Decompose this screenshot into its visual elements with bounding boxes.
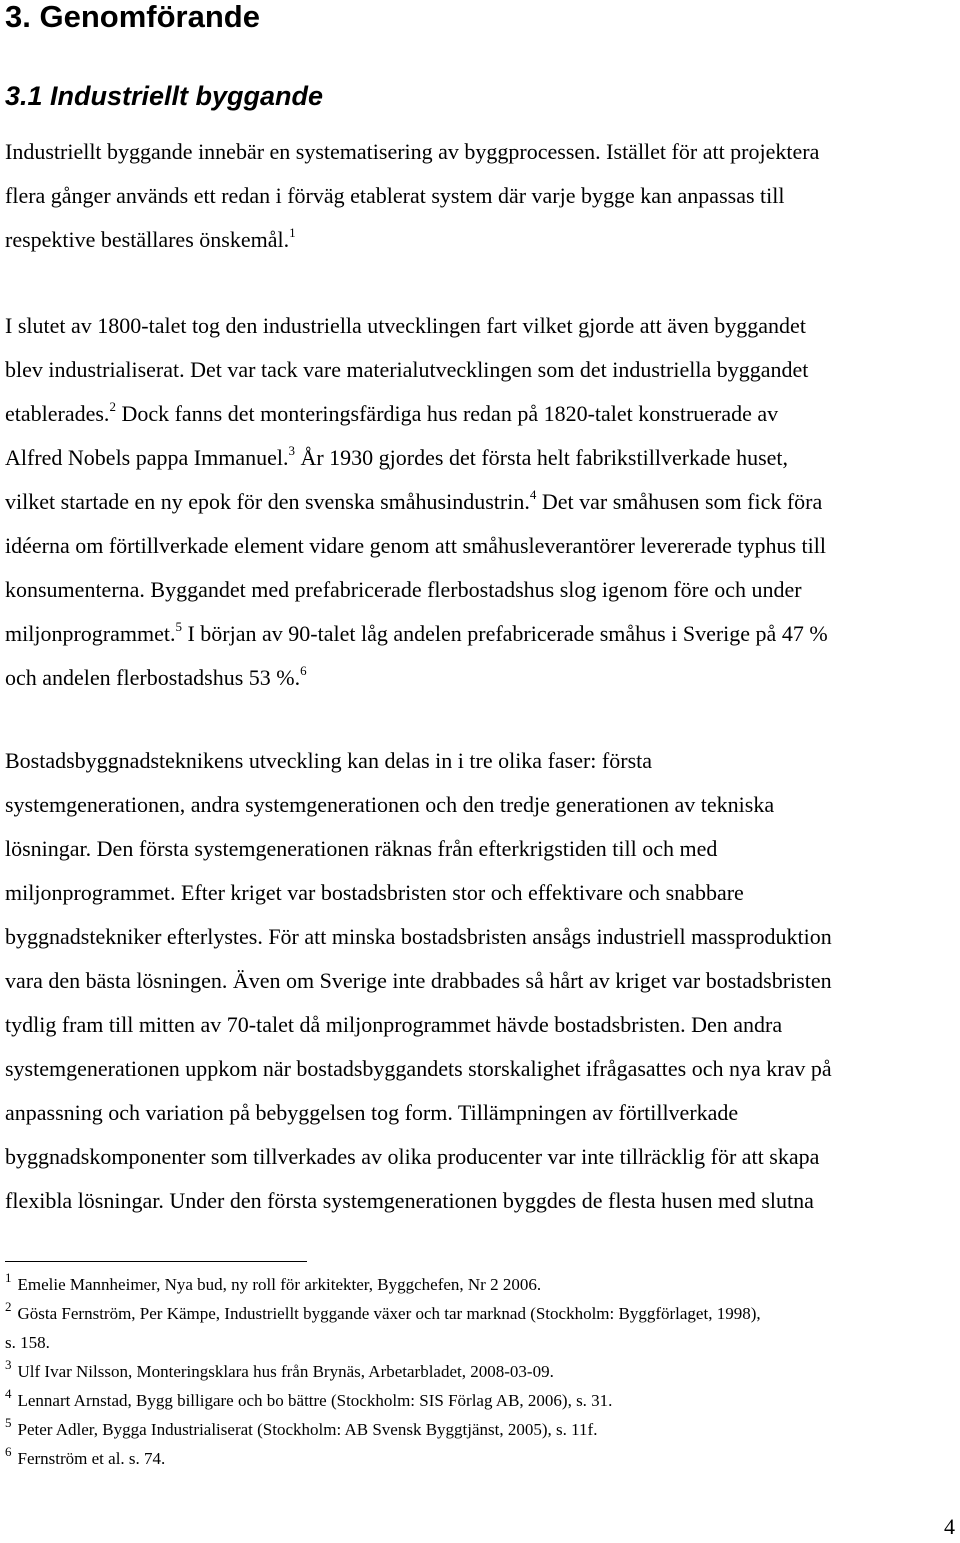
footnote-number: 3 <box>5 1357 12 1372</box>
text-line: respektive beställares önskemål.$^1$ <box>5 225 296 252</box>
footnote-number: 6 <box>5 1444 12 1459</box>
footnote-ref[interactable]: 5 <box>175 619 182 634</box>
text-line: tydlig fram till mitten av 70-talet då miljonprogrammet hävde bostadsbristen. Den andra <box>5 1012 783 1037</box>
footnote-item <box>5 1299 955 1328</box>
footnote-item <box>5 1444 955 1473</box>
footnote-continuation: s. 158. <box>5 1333 50 1352</box>
footnote-number: 4 <box>5 1386 12 1401</box>
text-line: konsumenterna. Byggandet med prefabricerade flerbostadshus slog igenom före och under <box>5 577 802 602</box>
footnote-item <box>5 1386 955 1415</box>
footnote-number: 2 <box>5 1299 12 1314</box>
footnote-ref[interactable]: 3 <box>288 443 295 458</box>
text-line: systemgenerationen, andra systemgenerationen och den tredje generationen av tekniska <box>5 792 775 817</box>
footnote-text: Gösta Fernström, Per Kämpe, Industriellt byggande växer och tar marknad (Stockholm: Byggförlaget, 1998), <box>17 1304 761 1323</box>
footnote-number: 1 <box>5 1270 12 1285</box>
text-line: Industriellt byggande innebär en systematisering av byggprocessen. Istället för att projektera <box>5 139 820 164</box>
text-line: idéerna om förtillverkade element vidare genom att småhusleverantörer levererade typhus till <box>5 533 827 558</box>
paragraph-history <box>5 304 955 700</box>
footnote-ref[interactable]: 6 <box>300 663 307 678</box>
footnote-item <box>5 1270 955 1299</box>
text-line: blev industrialiserat. Det var tack vare materialutvecklingen som det industriella byggandet <box>5 357 809 382</box>
section-heading: 3. Genomförande <box>5 0 260 34</box>
footnotes <box>5 1270 955 1473</box>
footnote-ref[interactable]: 4 <box>529 487 537 502</box>
footnote-text: Lennart Arnstad, Bygg billigare och bo bättre (Stockholm: SIS Förlag AB, 2006), s. 31. <box>17 1391 613 1410</box>
footnote-item <box>5 1357 955 1386</box>
footnote-ref[interactable]: 2 <box>109 399 116 414</box>
footnote-item <box>5 1415 955 1444</box>
text-line: Alfred Nobels pappa Immanuel.$^3$ År 1930 gjordes det första helt fabrikstillverkade huset, <box>5 443 789 470</box>
text-line: systemgenerationen uppkom när bostadsbyggandets storskalighet ifrågasattes och nya krav på <box>5 1056 832 1081</box>
text-line: I slutet av 1800-talet tog den industriella utvecklingen fart vilket gjorde att även byggandet <box>5 313 806 338</box>
page-number: 4 <box>944 1514 955 1539</box>
subsection-heading: 3.1 Industriellt byggande <box>5 81 324 111</box>
footnote-ref[interactable]: 1 <box>289 225 296 240</box>
text-line: anpassning och variation på bebyggelsen tog form. Tillämpningen av förtillverkade <box>5 1100 739 1125</box>
footnote-text: Emelie Mannheimer, Nya bud, ny roll för arkitekter, Byggchefen, Nr 2 2006. <box>17 1275 542 1294</box>
text-line: byggnadskomponenter som tillverkades av olika producenter var inte tillräcklig för att skapa <box>5 1144 820 1169</box>
text-line: miljonprogrammet. Efter kriget var bostadsbristen stor och effektivare och snabbare <box>5 880 744 905</box>
text-line: lösningar. Den första systemgenerationen räknas från efterkrigstiden till och med <box>5 836 718 861</box>
text-line: och andelen flerbostadshus 53 %.$^6$ <box>5 663 307 690</box>
text-line: Bostadsbyggnadsteknikens utveckling kan delas in i tre olika faser: första <box>5 748 653 773</box>
text-line: flera gånger används ett redan i förväg etablerat system där varje bygge kan anpassas till <box>5 183 785 208</box>
text-line: vilket startade en ny epok för den svenska småhusindustrin.$^4$ Det var småhusen som fick föra <box>5 487 823 514</box>
paragraph-intro <box>5 130 955 262</box>
footnote-text: Peter Adler, Bygga Industrialiserat (Stockholm: AB Svensk Byggtjänst, 2005), s. 11f. <box>17 1420 598 1439</box>
text-line: vara den bästa lösningen. Även om Sverige inte drabbades så hårt av kriget var bostadsbristen <box>5 968 832 993</box>
footnote-text: Ulf Ivar Nilsson, Monteringsklara hus från Brynäs, Arbetarbladet, 2008-03-09. <box>17 1362 554 1381</box>
footnote-number: 5 <box>5 1415 12 1430</box>
text-line: miljonprogrammet.$^5$ I början av 90-talet låg andelen prefabricerade småhus i Sverige på 47 % <box>5 619 828 646</box>
text-line: flexibla lösningar. Under den första systemgenerationen byggdes de flesta husen med slutna <box>5 1188 814 1213</box>
footnote-text: Fernström et al. s. 74. <box>17 1449 166 1468</box>
text-line: byggnadstekniker efterlystes. För att minska bostadsbristen ansågs industriell massproduktion <box>5 924 832 949</box>
footnote-separator <box>5 1261 307 1262</box>
text-line: etablerades.$^2$ Dock fanns det monteringsfärdiga hus redan på 1820-talet konstruerade av <box>5 399 779 426</box>
paragraph-generations <box>5 739 955 1223</box>
